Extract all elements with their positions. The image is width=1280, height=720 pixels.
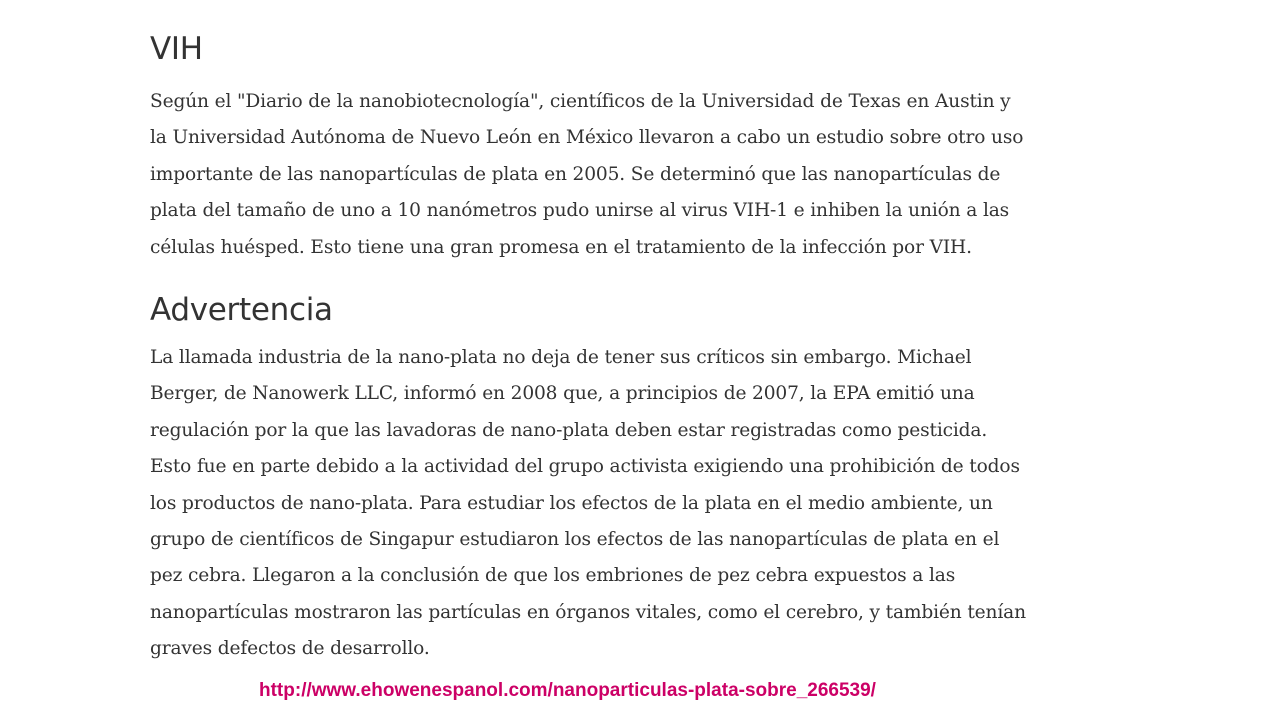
paragraph-line: células huésped. Esto tiene una gran promesa en el tratamiento de la infección por VIH. bbox=[150, 236, 972, 258]
section-body-vih bbox=[150, 84, 1140, 266]
paragraph-line: Según el "Diario de la nanobiotecnología", científicos de la Universidad de Texas en Austin y bbox=[150, 91, 1011, 112]
source-link[interactable]: http://www.ehowenespanol.com/nanoparticulas-plata-sobre_266539/ bbox=[259, 680, 876, 701]
paragraph-line: pez cebra. Llegaron a la conclusión de que los embriones de pez cebra expuestos a las bbox=[150, 565, 956, 587]
paragraph-line: importante de las nanopartículas de plata en 2005. Se determinó que las nanopartículas de bbox=[150, 163, 1001, 185]
paragraph-line: los productos de nano-plata. Para estudiar los efectos de la plata en el medio ambiente, un bbox=[150, 492, 993, 514]
paragraph-line: grupo de científicos de Singapur estudiaron los efectos de las nanopartículas de plata en el bbox=[150, 528, 1000, 550]
paragraph-line: Berger, de Nanowerk LLC, informó en 2008 que, a principios de 2007, la EPA emitió una bbox=[150, 383, 975, 405]
paragraph-line: Esto fue en parte debido a la actividad del grupo activista exigiendo una prohibición de todos bbox=[150, 456, 1020, 478]
section-body-advertencia bbox=[150, 340, 1140, 668]
paragraph-line: plata del tamaño de uno a 10 nanómetros pudo unirse al virus VIH-1 e inhiben la unión a las bbox=[150, 200, 1010, 222]
paragraph-line: La llamada industria de la nano-plata no deja de tener sus críticos sin embargo. Michael bbox=[150, 347, 972, 368]
paragraph-line: regulación por la que las lavadoras de nano-plata deben estar registradas como pesticida. bbox=[150, 419, 988, 441]
paragraph-line: la Universidad Autónoma de Nuevo León en México llevaron a cabo un estudio sobre otro uso bbox=[150, 127, 1024, 149]
paragraph-line: nanopartículas mostraron las partículas en órganos vitales, como el cerebro, y también tenían bbox=[150, 601, 1026, 623]
section-heading-vih: VIH bbox=[150, 31, 203, 67]
section-heading-advertencia: Advertencia bbox=[150, 292, 333, 328]
paragraph-line: graves defectos de desarrollo. bbox=[150, 638, 430, 660]
